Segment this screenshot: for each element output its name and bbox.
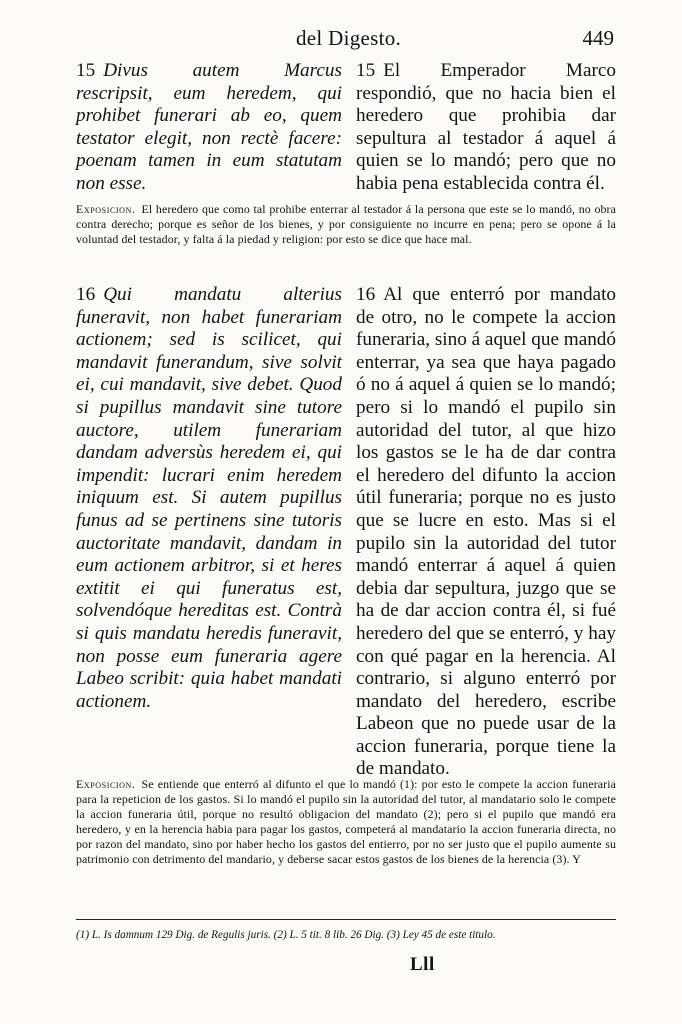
spanish-text-15 — [356, 60, 616, 196]
footnote-divider — [76, 919, 616, 920]
exposicion-16 — [76, 777, 616, 868]
exposicion-15 — [76, 202, 616, 247]
spanish-text-16 — [356, 284, 616, 781]
latin-body-15: Divus autem Marcus rescripsit, eum heredem, qui prohibet funerari ab eo, quem testator elegit, non rectè facere: poenam tamen in eum statutam non esse. — [76, 60, 342, 194]
exposicion-body-15: El heredero que como tal prohibe enterrar al testador á la persona que este se lo mandó, no obra contra derecho; porque es señor de los bienes, y por consiguiente no incurre en pena; pero se opone á la voluntad del testador, y falta á la piedad y religion: por esto se dice que hace mal. — [76, 202, 616, 247]
latin-text-15 — [76, 60, 342, 196]
exposicion-label-16: Exposicion. — [76, 777, 136, 791]
exposicion-body-16: Se entiende que enterró al difunto el que lo mandó (1): por esto le compete la accion funeraria para la repeticion de los gastos. Si lo mandó el pupilo sin la autoridad del tutor, al mandatario solo le compete la accion funeraria útil, porque no resultó obligacion del mandato (2); pero si el pupilo que mandó era heredero, y en la herencia habia para pagar los gastos, competerá al mandatario la accion funeraria directa, no por razon del mandato, sino por haber hecho los gastos del entierro, por no ser justo que el pupilo aumente su patrimonio con detrimento del mandario, y deberse sacar estos gastos de los bienes de la herencia (3). Y — [76, 777, 616, 867]
spanish-body-15: El Emperador Marco respondió, que no hacia bien el heredero que prohibia dar sepultura al testador á aquel á quien se lo mandó; pero que no habia pena establecida contra él. — [356, 60, 616, 194]
signature-mark: Lll — [410, 954, 435, 975]
spanish-body-16: Al que enterró por mandato de otro, no le compete la accion funeraria, sino á aquel que mandó enterrar, ya sea que haya pagado ó no á aquel á quien se lo mandó; pero si lo mandó el pupilo sin autoridad del tutor, al que hizo los gastos se le ha de dar contra el heredero del difunto la accion útil funeraria; porque no es justo que se lucre en esto. Mas si el pupilo sin la autoridad del tutor mandó enterrar á aquel á quien debia dar sepultura, juzgo que se ha de dar accion contra él, si fué heredero del que se enterró, y hay con qué pagar en la herencia. Al contrario, si alguno enterró por mandato del heredero, escribe Labeon que no puede usar de la accion funeraria, porque tiene la de mandato. — [356, 284, 616, 780]
paragraph-number-16-latin: 16 — [76, 284, 96, 305]
footnotes: (1) L. Is damnum 129 Dig. de Regulis juris. (2) L. 5 tit. 8 lib. 26 Dig. (3) Ley 45 de este titulo. — [76, 929, 496, 941]
page-number: 449 — [582, 26, 614, 50]
running-head — [0, 22, 682, 56]
latin-text-16 — [76, 284, 342, 713]
paragraph-number-15-spanish: 15 — [356, 60, 376, 81]
paragraph-number-15-latin: 15 — [76, 60, 96, 81]
running-title: del Digesto. — [296, 26, 402, 50]
latin-body-16: Qui mandatu alterius funeravit, non habet funerariam actionem; sed is scilicet, qui mandavit funerandum, sive solvit ei, cui mandavit, sive debet. Quod si pupillus mandavit sine tutore auctore, utilem funerariam dandam adversùs heredem ei, qui impendit: lucrari enim heredem iniquum est. Si autem pupillus funus ad se pertinens sine tutoris auctoritate mandavit, dandam in eum actionem arbitror, si et heres extitit ei qui funeratus est, solvendóque hereditas est. Contrà si quis mandatu heredis funeravit, non posse eum funeraria agere Labeo scribit: quia habet mandati actionem. — [76, 284, 342, 712]
exposicion-label-15: Exposicion. — [76, 202, 136, 216]
paragraph-number-16-spanish: 16 — [356, 284, 376, 305]
